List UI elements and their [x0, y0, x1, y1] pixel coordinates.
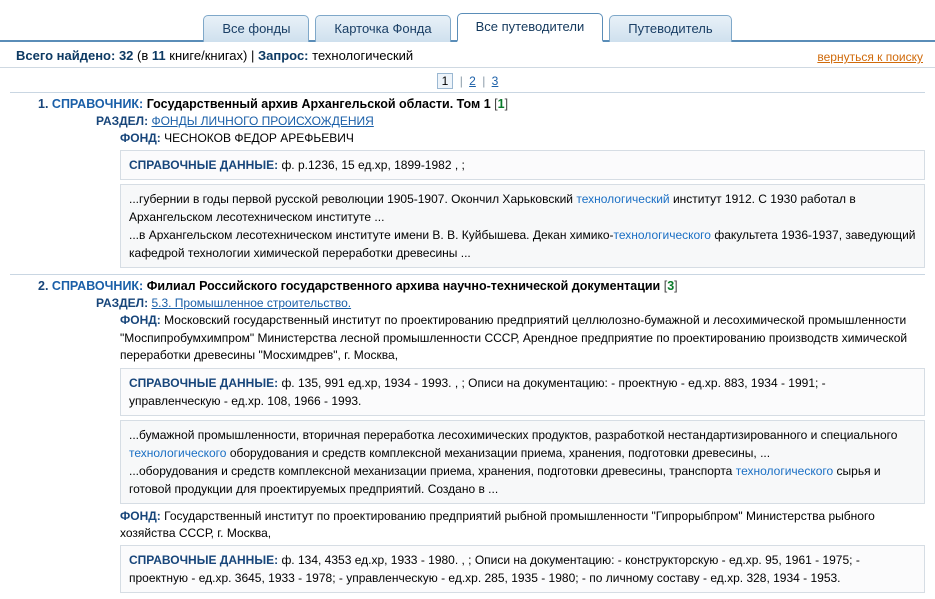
snippet-box: [120, 420, 925, 504]
result-hit-count: 1: [497, 97, 505, 111]
reference-data-box: [120, 150, 925, 180]
back-to-search-link[interactable]: вернуться к поиску: [817, 50, 923, 64]
snippet-text: ...в Архангельском лесотехническом институте имени В. В. Куйбышева. Декан химико-: [129, 228, 614, 243]
snippet-text: факультета 1936-1937, заведующий кафедрой технологии химической переработки древесины ...: [129, 228, 916, 261]
tab-bar: [0, 0, 935, 42]
reference-data-value: ф. 134, 4353 ед.хр, 1933 - 1980. , ; Описи на документацию: - конструкторскую - ед.хр. 95, 1961 - 1975; - проектную - ед.хр. 3645, 1933 - 1978; - управленческую - ед.хр. 285, 1935 - 1980; - по личному составу - ед.хр. 328, 1934 - 1953.: [129, 553, 860, 586]
result-bracket-open: [: [663, 279, 668, 294]
result-section: [10, 114, 925, 128]
summary-divider: |: [251, 48, 255, 63]
query-label: Запрос:: [258, 48, 309, 63]
fund-value: Московский государственный институт по проектированию предприятий целлюлозно-бумажной и лесохимической промышленности "Моспипробумхимпром" Министерства лесной промышленности СССР, Арендное предприятие по проектированию производств химической переработки древесины "Мосхимдрев", г. Москва,: [120, 313, 908, 363]
found-count: 32: [118, 48, 134, 63]
page-1[interactable]: 1: [437, 73, 454, 89]
pager-sep-2: |: [482, 74, 486, 88]
result-title[interactable]: Филиал Российского государственного архива научно-технической документации: [146, 279, 661, 294]
in-books-open: (в: [137, 48, 149, 63]
fund-label: ФОНД:: [120, 508, 161, 523]
section-value[interactable]: 5.3. Промышленное строительство.: [151, 296, 352, 311]
reference-data-label: СПРАВОЧНЫЕ ДАННЫЕ:: [129, 553, 279, 568]
reference-data-value: ф. 135, 991 ед.хр, 1934 - 1993. , ; Описи на документацию: - проектную - ед.хр. 883, 1934 - 1991; - управленческую - ед.хр. 108, 1966 - 1993.: [129, 375, 826, 408]
snippet: [129, 462, 916, 498]
fund-value: ЧЕСНОКОВ ФЕДОР АРЕФЬЕВИЧ: [164, 131, 354, 145]
result-heading: [10, 279, 925, 293]
section-value[interactable]: ФОНДЫ ЛИЧНОГО ПРОИСХОЖДЕНИЯ: [151, 114, 374, 128]
reference-data-box: [120, 545, 925, 593]
page-3[interactable]: 3: [491, 74, 499, 88]
snippet-highlight: технологического: [129, 445, 227, 460]
books-label: книге/книгах): [169, 48, 248, 63]
snippet-highlight: технологический: [576, 192, 670, 207]
result-kind-label: СПРАВОЧНИК:: [51, 97, 144, 111]
books-count: 11: [151, 48, 166, 63]
snippet-text: ...губернии в годы первой русской революции 1905-1907. Окончил Харьковский: [129, 192, 577, 207]
fund-line: [10, 508, 925, 543]
fund-line: [10, 312, 925, 364]
snippet-text: оборудования и средств комплексной механизации приема, хранения, подготовки древесины, ...: [226, 445, 771, 460]
fund-label: ФОНД:: [120, 313, 161, 328]
result-item: [10, 274, 925, 599]
query-value: технологический: [312, 48, 414, 63]
tab-all-funds[interactable]: Все фонды: [203, 15, 309, 42]
result-title[interactable]: Государственный архив Архангельской области. Том 1: [146, 97, 491, 111]
fund-label: ФОНД:: [120, 131, 161, 145]
snippet: [129, 226, 916, 262]
snippet: [129, 190, 916, 226]
section-label: РАЗДЕЛ:: [96, 296, 149, 311]
result-kind-label: СПРАВОЧНИК:: [51, 279, 144, 294]
tab-all-guides[interactable]: Все путеводители: [457, 13, 604, 42]
snippet-box: [120, 184, 925, 268]
tab-guide[interactable]: Путеводитель: [609, 15, 731, 42]
result-bracket-close: ]: [504, 97, 509, 111]
results-list: [0, 92, 935, 599]
pager-sep-1: |: [459, 74, 463, 88]
snippet: [129, 426, 916, 462]
reference-data-box: [120, 368, 925, 416]
result-number: 2.: [38, 279, 49, 294]
reference-data-label: СПРАВОЧНЫЕ ДАННЫЕ:: [129, 158, 279, 173]
snippet-text: ...бумажной промышленности, вторичная переработка лесохимических продуктов, разработкой нестандартизированного и специального: [129, 427, 898, 442]
tab-fund-card[interactable]: Карточка Фонда: [315, 15, 450, 42]
fund-value: Государственный институт по проектированию предприятий рыбной промышленности "Гипрорыбпром" Министерства рыбного хозяйства СССР, г. Москва,: [120, 508, 875, 540]
reference-data-label: СПРАВОЧНЫЕ ДАННЫЕ:: [129, 375, 279, 390]
reference-data-value: ф. р.1236, 15 ед.хр, 1899-1982 , ;: [281, 158, 465, 173]
snippet-highlight: технологического: [735, 463, 834, 478]
result-item: [10, 92, 925, 274]
fund-line: [10, 130, 925, 147]
result-bracket-open: [: [494, 97, 498, 111]
page-2[interactable]: 2: [469, 74, 476, 88]
result-heading: [10, 97, 925, 111]
snippet-text: сырья и готовой продукции для проектируемых предприятий. Создано в ...: [129, 463, 881, 496]
result-section: [10, 296, 925, 310]
search-summary: [0, 42, 935, 68]
pagination: [0, 68, 935, 92]
result-hit-count: 3: [667, 279, 675, 294]
snippet-text: ...оборудования и средств комплексной механизации приема, хранения, подготовки древесины, транспорта: [129, 463, 736, 478]
snippet-text: институт 1912. С 1930 работал в Архангельском лесотехническом институте ...: [129, 192, 856, 225]
snippet-highlight: технологического: [613, 228, 711, 243]
result-bracket-close: ]: [674, 279, 678, 294]
found-label: Всего найдено:: [16, 48, 116, 63]
result-number: 1.: [38, 97, 49, 111]
section-label: РАЗДЕЛ:: [96, 114, 149, 128]
